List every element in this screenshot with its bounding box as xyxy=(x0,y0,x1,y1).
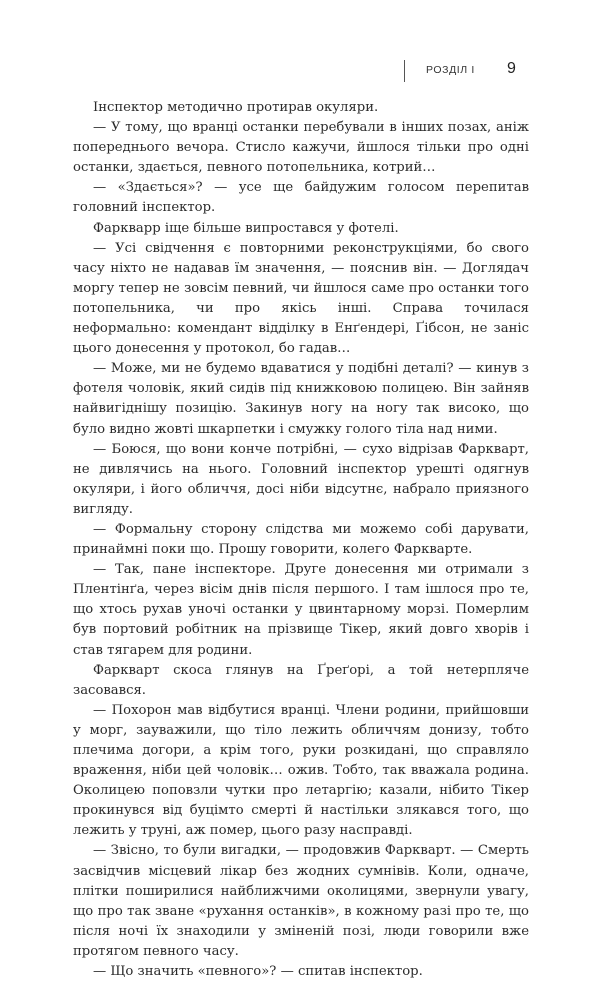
paragraph: — Боюся, що вони конче потрібні, — сухо відрізав Фарквapт, не дивлячись на нього. Головний інспектор урешті одягнув окуляри, і його обличчя, досі ніби відсутнє, набрало приязного вигляду. xyxy=(73,441,529,517)
paragraph: — Так, пане інспекторе. Друге донесення ми отримали з Плентінґа, через вісім днів після першого. І там ішлося про те, що хтось рухав уночі останки у цвинтарному морзі. Померлим був портовий робітник на прізвище Тікер, який довго хворів і став тягарем для родини. xyxy=(73,562,529,658)
paragraph: Інспектор методично протирав окуляри. xyxy=(93,100,379,115)
chapter-title: РОЗДІЛ І xyxy=(426,64,475,76)
paragraph: — «Здається»? — усе ще байдужим голосом перепитав головний інспектор. xyxy=(73,180,529,216)
running-header xyxy=(404,60,564,84)
paragraph: — Похорон мав відбутися вранці. Члени родини, прийшовши у морг, зауважили, що тіло лежить обличчям донизу, тобто плечима догори, а крім того, руки розкидані, що справляло враження, ніби цей чоловік… ожив. Тобто, так вважала родина. Околицею поповзли чутки про летаргію; казали, нібито Тікер прокинувся від буцімто смерті й настільки злякався того, що лежить у труні, аж помер, цього разу насправді. xyxy=(73,702,529,839)
paragraph: Фарквapт скоса глянув на Ґреґорі, а той нетерпляче засовався. xyxy=(73,662,529,698)
paragraph: — Що значить «певного»? — спитав інспектор. xyxy=(93,964,423,980)
paragraph: — Звісно, то були вигадки, — продовжив Фарквapт. — Смерть засвідчив місцевий лікар без жодних сумнівів. Коли, одначе, плітки поширилися найближчими околицями, звернули увагу, що про так зване «рухання останків», в кожному разі про те, що після ночі їх знаходили у зміненій позі, люди говорили вже протягом певного часу. xyxy=(73,843,529,959)
page-number: 9 xyxy=(507,60,516,77)
body-text xyxy=(73,98,529,982)
paragraph: — У тому, що вранці останки перебували в інших позах, аніж попереднього вечора. Стисло кажучи, йшлося тільки про одні останки, здається, певного потопельника, котрий… xyxy=(73,120,529,176)
paragraph: Фарквapp іще більше випростався у фотелі. xyxy=(93,220,399,236)
paragraph: — Може, ми не будемо вдаватися у подібні деталі? — кинув з фотеля чоловік, який сидів під книжковою полицею. Він зайняв найвигіднішу позицію. Закинув ногу на ногу так високо, що було видно жовті шкарпетки і смужку голого тіла над ними. xyxy=(73,361,529,437)
paragraph: — Формальну сторону слідства ми можемо собі дарувати, принаймні поки що. Прошу говорити, колего Фарквapте. xyxy=(73,521,529,558)
header-divider xyxy=(404,60,405,82)
paragraph: — Усі свідчення є повторними реконструкціями, бо свого часу ніхто не надавав їм значення, — пояснив він. — Доглядач моргу тепер не зовсім певний, чи йшлося саме про останки того потопельника, чи про якісь інші. Справа точилася неформально: комендант відділку в Енґендері, Ґібсон, не заніс цього донесення у протокол, бо гадав… xyxy=(73,240,529,357)
